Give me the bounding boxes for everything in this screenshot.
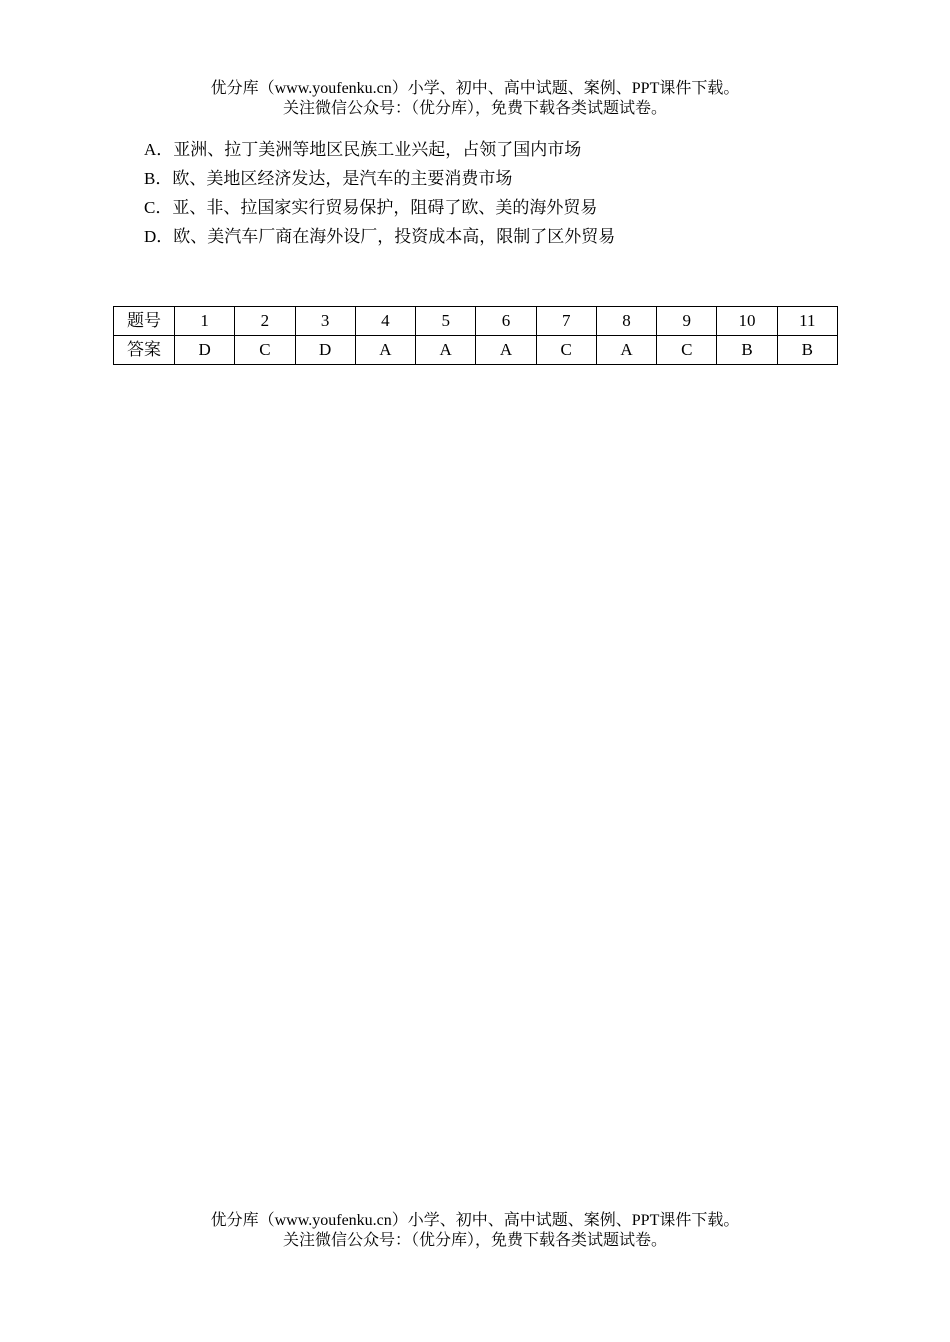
answer-cell: A bbox=[596, 336, 656, 365]
question-number-cell: 1 bbox=[175, 307, 235, 336]
option-a: A．亚洲、拉丁美洲等地区民族工业兴起，占领了国内市场 bbox=[144, 140, 582, 159]
question-number-cell: 8 bbox=[596, 307, 656, 336]
header-line-2: 关注微信公众号：（优分库），免费下载各类试题试卷。 bbox=[282, 100, 667, 117]
row-label-answer: 答案 bbox=[114, 336, 175, 365]
answer-cell: A bbox=[416, 336, 476, 365]
answer-cell: C bbox=[235, 336, 295, 365]
answer-cell: D bbox=[175, 336, 235, 365]
answer-cell: C bbox=[657, 336, 717, 365]
question-number-cell: 3 bbox=[295, 307, 355, 336]
answer-cell: C bbox=[536, 336, 596, 365]
question-number-cell: 2 bbox=[235, 307, 295, 336]
question-number-cell: 4 bbox=[355, 307, 415, 336]
answer-cell: D bbox=[295, 336, 355, 365]
answer-cell: B bbox=[717, 336, 777, 365]
question-number-row bbox=[114, 307, 838, 336]
option-b: B．欧、美地区经济发达，是汽车的主要消费市场 bbox=[144, 169, 513, 188]
answer-cell: B bbox=[777, 336, 837, 365]
question-number-cell: 11 bbox=[777, 307, 837, 336]
option-c: C．亚、非、拉国家实行贸易保护，阻碍了欧、美的海外贸易 bbox=[144, 198, 598, 217]
answer-cell: A bbox=[476, 336, 536, 365]
row-label-number: 题号 bbox=[114, 307, 175, 336]
header-line-1: 优分库（www.youfenku.cn）小学、初中、高中试题、案例、PPT课件下载。 bbox=[210, 80, 740, 97]
question-number-cell: 9 bbox=[657, 307, 717, 336]
question-number-cell: 5 bbox=[416, 307, 476, 336]
answer-cell: A bbox=[355, 336, 415, 365]
answer-options bbox=[144, 135, 904, 251]
option-d: D．欧、美汽车厂商在海外设厂，投资成本高，限制了区外贸易 bbox=[144, 227, 616, 246]
answer-row bbox=[114, 336, 838, 365]
answer-key-table bbox=[113, 306, 838, 365]
question-number-cell: 6 bbox=[476, 307, 536, 336]
footer-line-1: 优分库（www.youfenku.cn）小学、初中、高中试题、案例、PPT课件下载。 bbox=[210, 1212, 740, 1229]
footer-line-2: 关注微信公众号：（优分库），免费下载各类试题试卷。 bbox=[282, 1232, 667, 1249]
question-number-cell: 7 bbox=[536, 307, 596, 336]
question-number-cell: 10 bbox=[717, 307, 777, 336]
